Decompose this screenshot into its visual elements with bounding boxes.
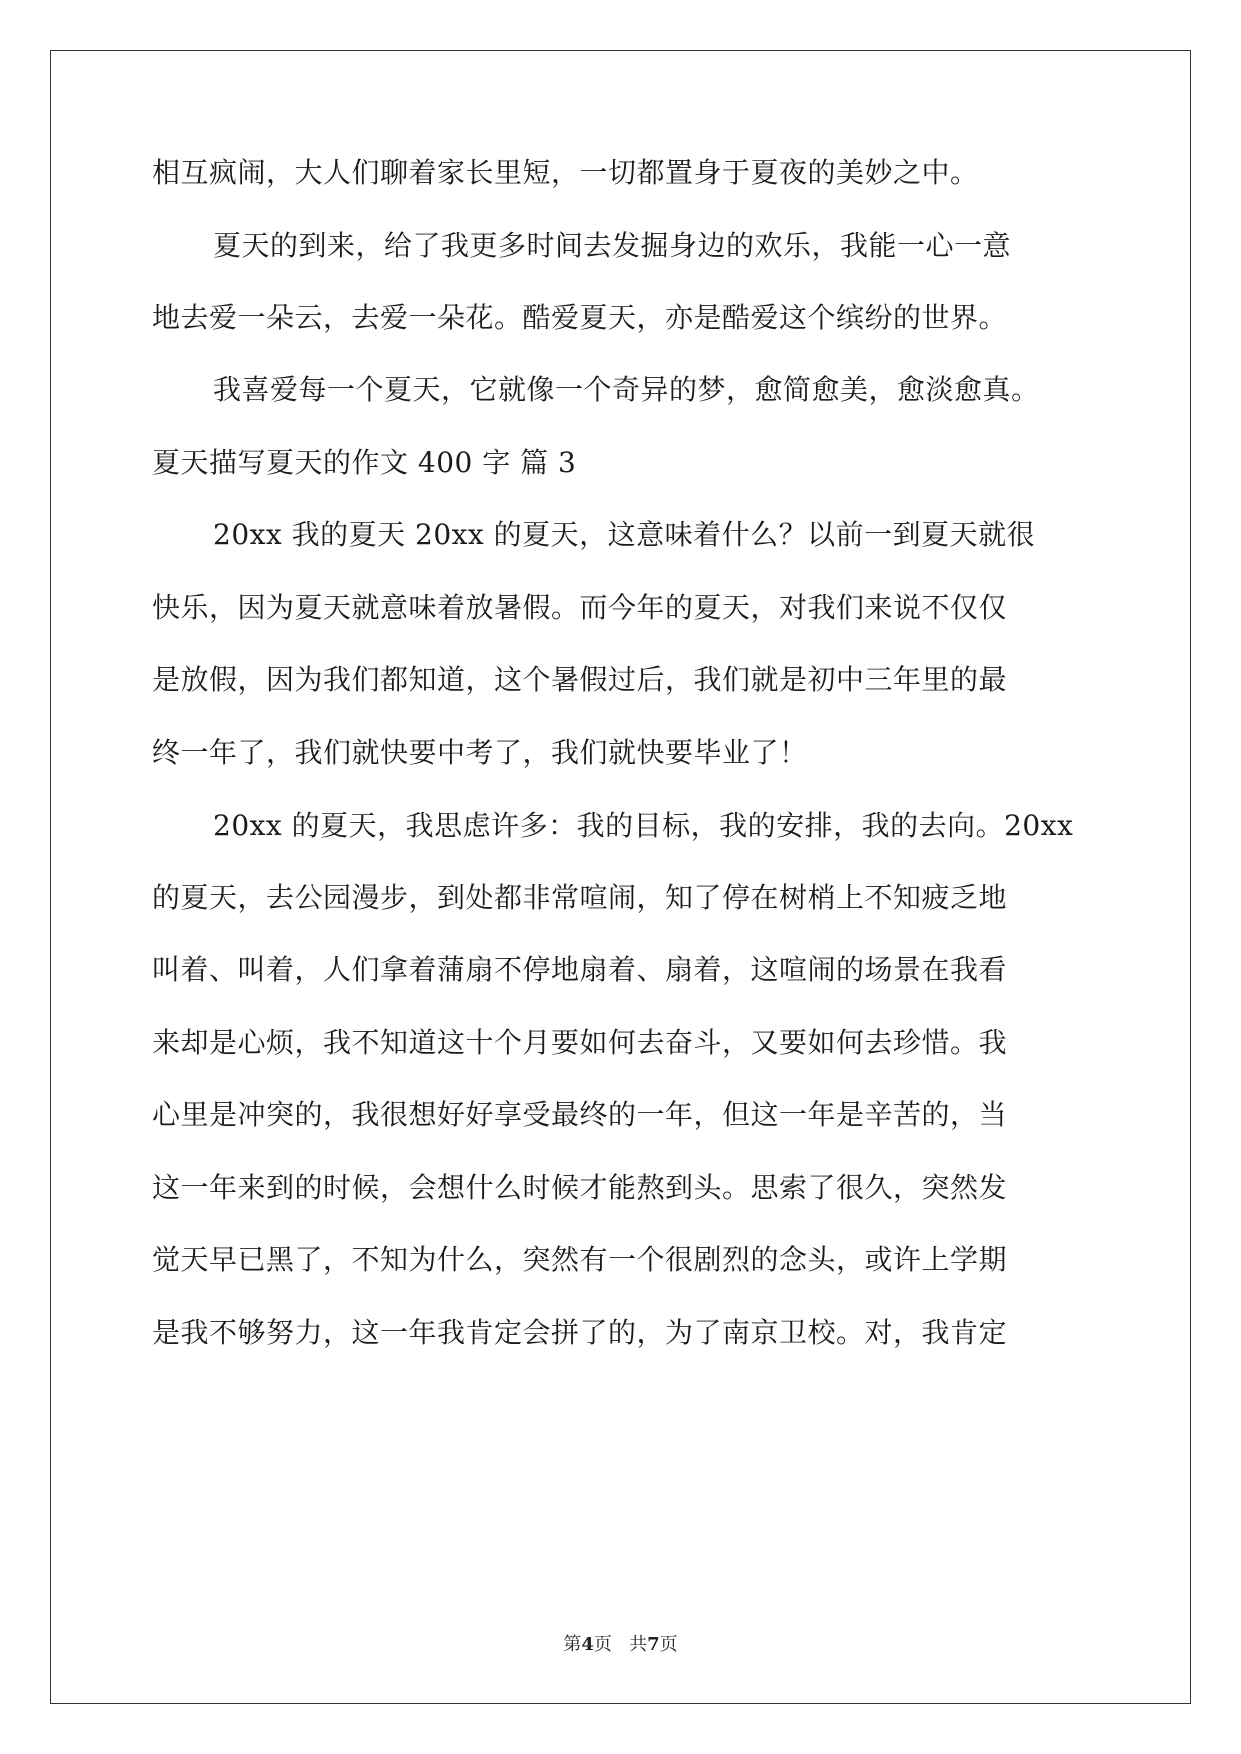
text-line: 叫着、叫着，人们拿着蒲扇不停地扇着、扇着，这喧闹的场景在我看 <box>152 953 1008 986</box>
page-footer <box>0 1633 1241 1657</box>
text-line: 的夏天，去公园漫步，到处都非常喧闹，知了停在树梢上不知疲乏地 <box>152 881 1008 914</box>
text-line: 是放假，因为我们都知道，这个暑假过后，我们就是初中三年里的最 <box>152 663 1008 696</box>
text-line: 相互疯闹，大人们聊着家长里短，一切都置身于夏夜的美妙之中。 <box>152 156 979 189</box>
text-line: 快乐，因为夏天就意味着放暑假。而今年的夏天，对我们来说不仅仅 <box>152 591 1008 624</box>
text-line: 这一年来到的时候，会想什么时候才能熬到头。思索了很久，突然发 <box>152 1171 1008 1204</box>
footer-suffix: 页 <box>659 1634 678 1655</box>
section-heading: 夏天描写夏天的作文 400 字 篇 3 <box>152 446 577 479</box>
text-line: 心里是冲突的，我很想好好享受最终的一年，但这一年是辛苦的，当 <box>152 1098 1008 1131</box>
footer-middle: 页 共 <box>593 1634 648 1655</box>
text-line: 20xx 我的夏天 20xx 的夏天，这意味着什么？以前一到夏天就很 <box>213 518 1036 551</box>
text-line: 20xx 的夏天，我思虑许多：我的目标，我的安排，我的去向。20xx <box>213 809 1074 842</box>
footer-current-page: 4 <box>581 1634 594 1655</box>
text-line: 我喜爱每一个夏天，它就像一个奇异的梦，愈简愈美，愈淡愈真。 <box>213 373 1040 406</box>
text-line: 是我不够努力，这一年我肯定会拼了的，为了南京卫校。对，我肯定 <box>152 1316 1008 1349</box>
text-line: 觉天早已黑了，不知为什么，突然有一个很剧烈的念头，或许上学期 <box>152 1243 1008 1276</box>
text-line: 来却是心烦，我不知道这十个月要如何去奋斗，又要如何去珍惜。我 <box>152 1026 1008 1059</box>
footer-prefix: 第 <box>563 1634 582 1655</box>
text-line: 终一年了，我们就快要中考了，我们就快要毕业了！ <box>152 736 808 769</box>
text-line: 地去爱一朵云，去爱一朵花。酷爱夏天，亦是酷爱这个缤纷的世界。 <box>152 301 1008 334</box>
text-line: 夏天的到来，给了我更多时间去发掘身边的欢乐，我能一心一意 <box>213 229 1012 262</box>
footer-total-pages: 7 <box>647 1634 660 1655</box>
